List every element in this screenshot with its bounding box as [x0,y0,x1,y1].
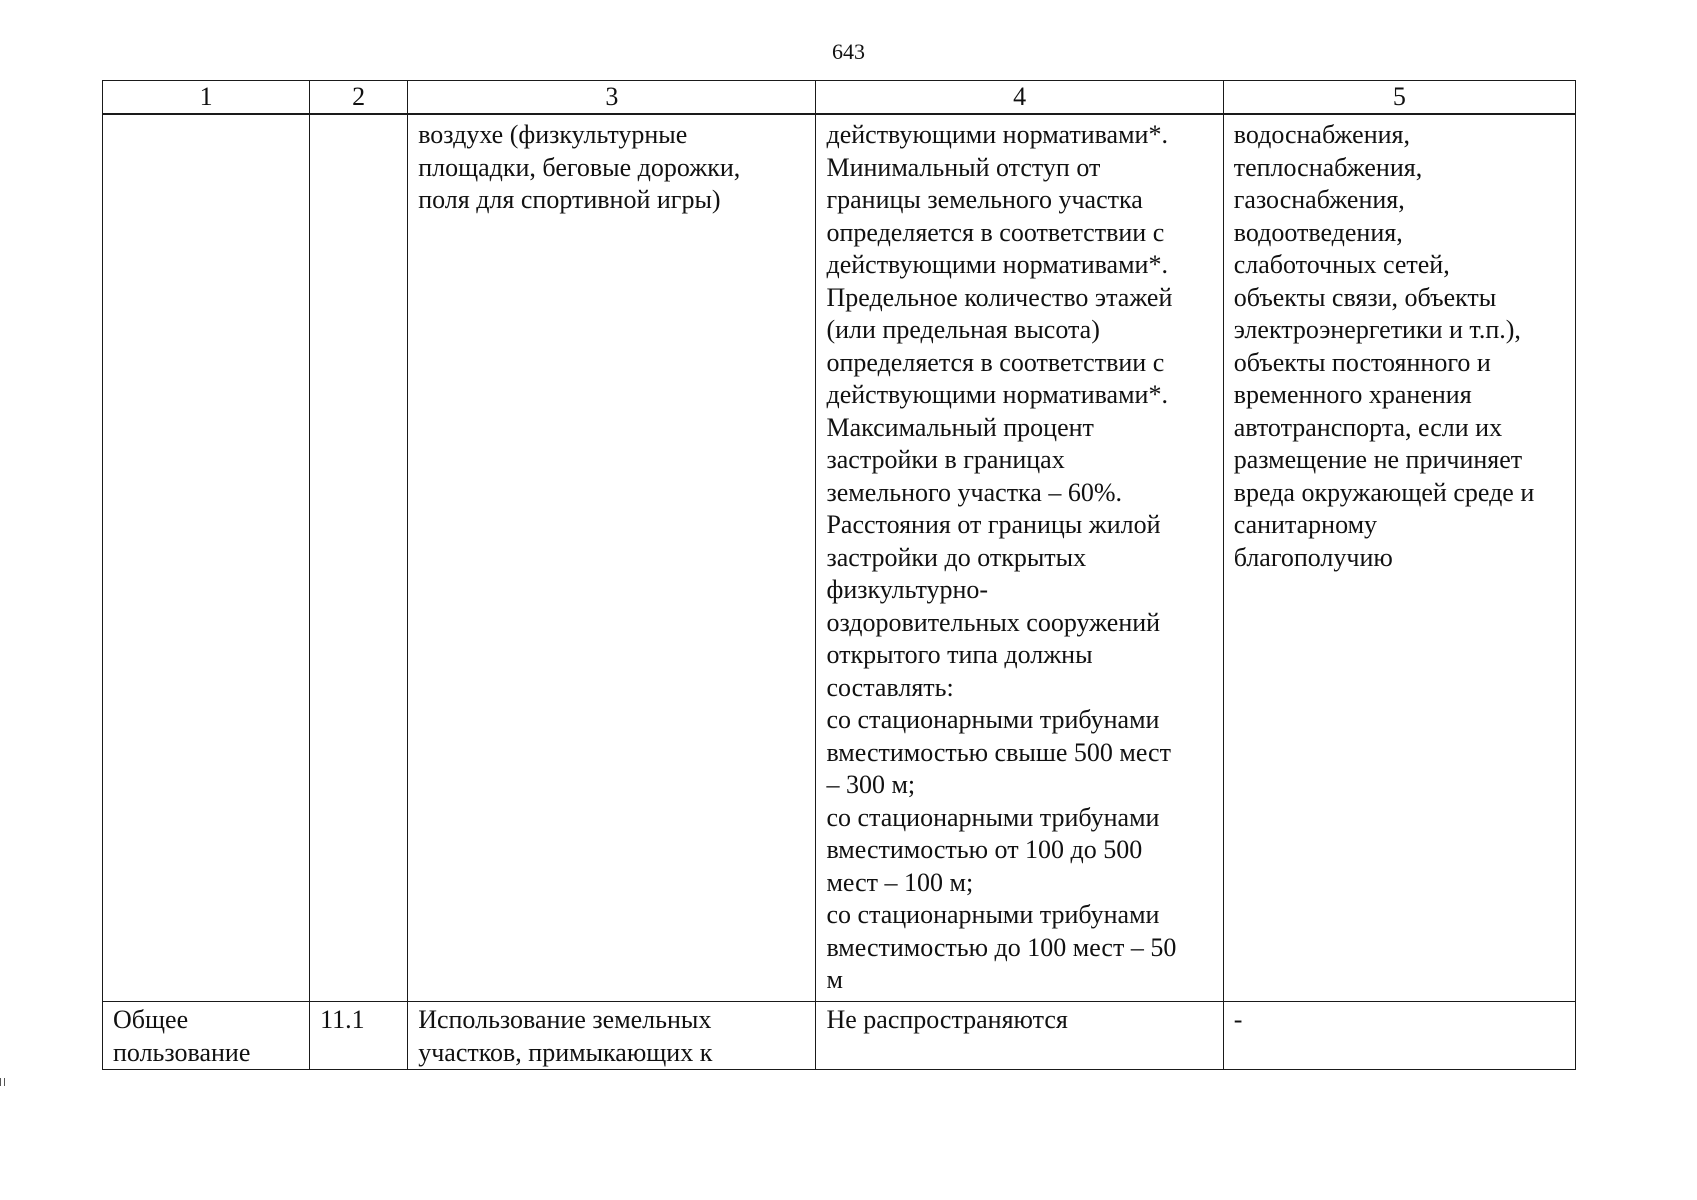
column-header-1: 1 [103,81,310,115]
cell-use-type: Общее пользование [103,1002,310,1070]
column-header-4: 4 [816,81,1223,115]
column-header-3: 3 [408,81,816,115]
table-header-row [103,81,1576,115]
scan-edge-mark [0,1078,5,1086]
column-header-2: 2 [310,81,408,115]
zoning-regulations-table [102,80,1576,1070]
cell-parameters: действующими нормативами*. Минимальный отступ от границы земельного участка определяется в соответствии с действующими нормативами*. Предельное количество этажей (или предельная высота) определяется в соответствии с действующими нормативами*. Максимальный процент застройки в границах земельного участка – 60%. Расстояния от границы жилой застройки до открытых физкультурно- оздоровительных сооружений открытого типа должны составлять: со стационарными трибунами вместимостью свыше 500 мест – 300 м; со стационарными трибунами вместимостью от 100 до 500 мест – 100 м; со стационарными трибунами вместимостью до 100 мест – 50 м [816,114,1223,1002]
page-number: 643 [832,39,865,64]
cell-auxiliary-uses: водоснабжения, теплоснабжения, газоснабжения, водоотведения, слаботочных сетей, объекты связи, объекты электроэнергетики и т.п.), объекты постоянного и временного хранения автотранспорта, если их размещение не причиняет вреда окружающей среде и санитарному благополучию [1223,114,1575,1002]
cell-code [310,114,408,1002]
cell-description: воздухе (физкультурные площадки, беговые дорожки, поля для спортивной игры) [408,114,816,1002]
cell-code: 11.1 [310,1002,408,1070]
cell-parameters: Не распространяются [816,1002,1223,1070]
table-row [103,114,1576,1002]
table-row [103,1002,1576,1070]
cell-description: Использование земельных участков, примыкающих к [408,1002,816,1070]
column-header-5: 5 [1223,81,1575,115]
cell-auxiliary-uses: - [1223,1002,1575,1070]
cell-use-type [103,114,310,1002]
